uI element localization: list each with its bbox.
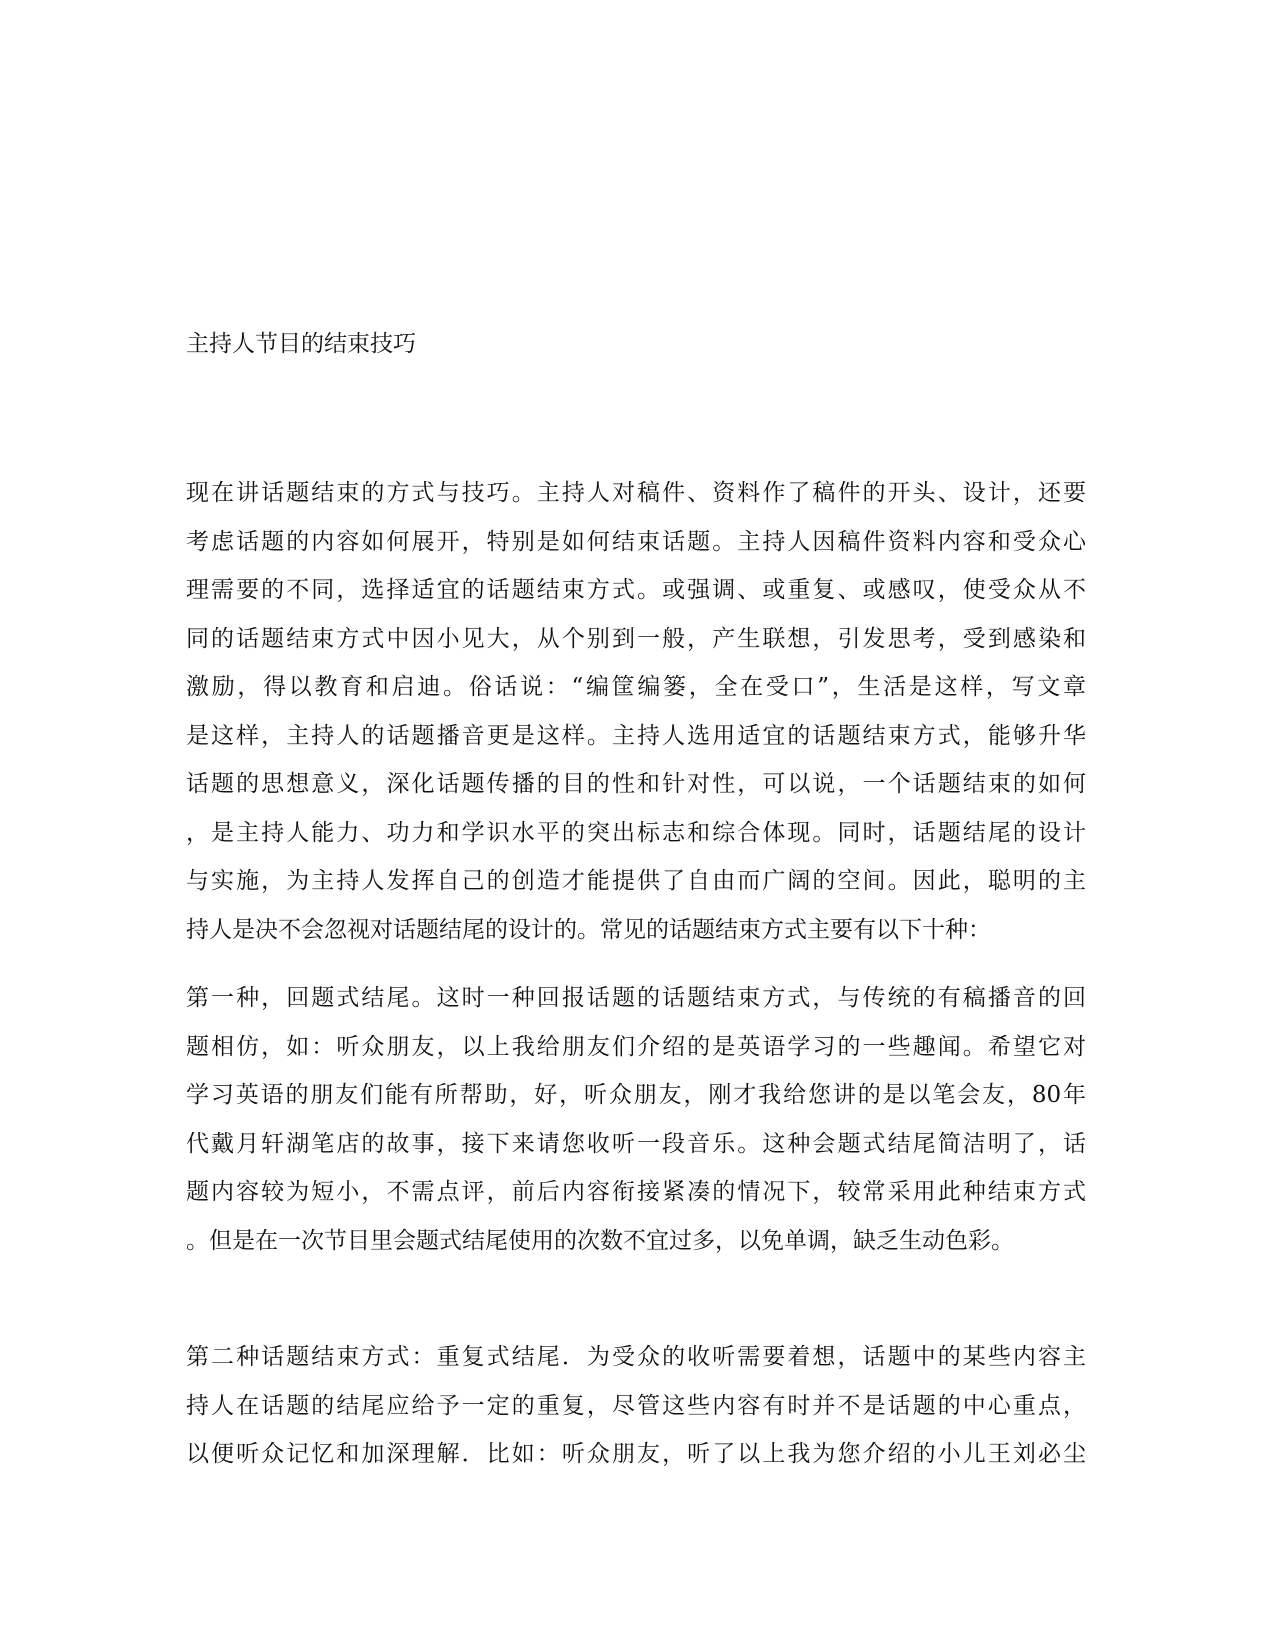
paragraph-line: 代戴月轩湖笔店的故事，接下来请您收听一段音乐。这种会题式结尾简洁明了，话 (186, 1130, 1086, 1157)
paragraph-line: 题内容较为短小，不需点评，前后内容衔接紧凑的情况下，较常采用此种结束方式 (186, 1179, 1086, 1205)
paragraph-line: 题相仿，如：听众朋友，以上我给朋友们介绍的是英语学习的一些趣闻。希望它对 (186, 1033, 1086, 1060)
paragraph-line: ，是主持人能力、功力和学识水平的突出标志和综合体现。同时，话题结尾的设计 (186, 819, 1086, 846)
paragraph-line: 第一种，回题式结尾。这时一种回报话题的话题结束方式，与传统的有稿播音的回 (186, 985, 1086, 1011)
paragraph-line: 学习英语的朋友们能有所帮助，好，听众朋友，刚才我给您讲的是以笔会友，80年 (186, 1082, 1086, 1108)
paragraph-line: 现在讲话题结束的方式与技巧。主持人对稿件、资料作了稿件的开头、设计，还要 (186, 480, 1086, 506)
paragraph-method-one (186, 974, 1086, 1265)
paragraph-line: 考虑话题的内容如何展开，特别是如何结束话题。主持人因稿件资料内容和受众心 (186, 528, 1086, 555)
paragraph-line: 以便听众记忆和加深理解．比如：听众朋友，听了以上我为您介绍的小儿王刘必尘 (186, 1441, 1086, 1467)
paragraph-line: 持人在话题的结尾应给予一定的重复，尽管这些内容有时并不是话题的中心重点， (186, 1392, 1086, 1419)
paragraph-line: 同的话题结束方式中因小见大，从个别到一般，产生联想，引发思考，受到感染和 (186, 625, 1086, 652)
paragraph-line: 与实施，为主持人发挥自己的创造才能提供了自由而广阔的空间。因此，聪明的主 (186, 868, 1086, 894)
paragraph-line: 第二种话题结束方式：重复式结尾．为受众的收听需要着想，话题中的某些内容主 (186, 1344, 1086, 1370)
paragraph-line: 话题的思想意义，深化话题传播的目的性和针对性，可以说，一个话题结束的如何 (186, 771, 1086, 797)
paragraph-line: 。但是在一次节目里会题式结尾使用的次数不宜过多，以免单调，缺乏生动色彩。 (186, 1227, 1014, 1254)
paragraph-line: 是这样，主持人的话题播音更是这样。主持人选用适宜的话题结束方式，能够升华 (186, 722, 1086, 749)
paragraph-intro (186, 469, 1086, 954)
paragraph-method-two (186, 1333, 1086, 1479)
document-title: 主持人节目的结束技巧 (186, 331, 416, 357)
paragraph-line: 理需要的不同，选择适宜的话题结束方式。或强调、或重复、或感叹，使受众从不 (186, 577, 1086, 603)
paragraph-line: 持人是决不会忽视对话题结尾的设计的。常见的话题结束方式主要有以下十种： (186, 916, 991, 943)
paragraph-line: 激励，得以教育和启迪。俗话说：“编筐编篓，全在受口”，生活是这样，写文章 (186, 674, 1086, 700)
